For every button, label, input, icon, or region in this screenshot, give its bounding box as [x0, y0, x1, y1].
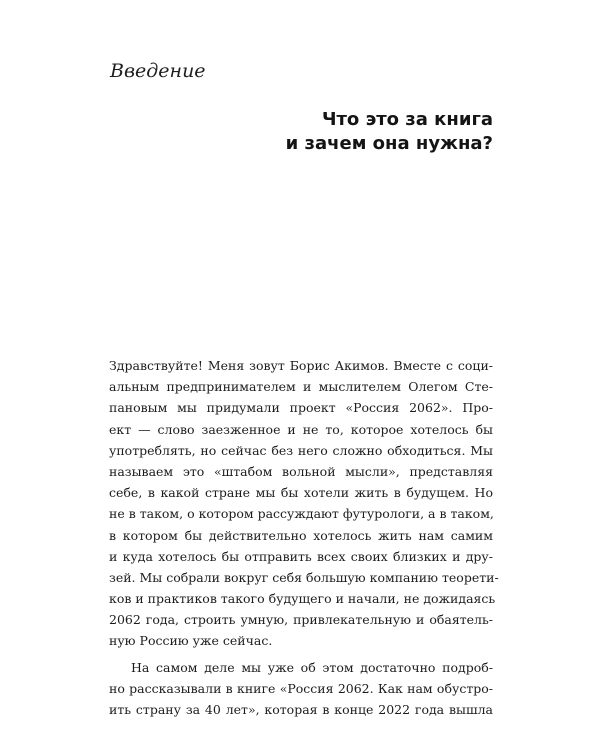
text-line: ект — слово заезженное и не то, которое хотелось бы: [109, 421, 493, 437]
text-line: употреблять, но сейчас без него сложно обходиться. Мы: [109, 442, 493, 458]
chapter-title: [286, 108, 493, 156]
text-line: называем это «штабом вольной мысли», представляя: [109, 463, 493, 479]
text-line: ить страну за 40 лет», которая в конце 2022 года вышла: [109, 702, 493, 717]
text-line: не в таком, о котором рассуждают футурологи, а в таком,: [109, 506, 494, 522]
text-line: ную Россию уже сейчас.: [109, 633, 273, 649]
text-line: Здравствуйте! Меня зовут Борис Акимов. Вместе с соци-: [109, 358, 493, 373]
body-text: [109, 355, 499, 720]
text-line: пановым мы придумали проект «Россия 2062». Про-: [109, 400, 493, 416]
text-line: но рассказывали в книге «Россия 2062. Как нам обустро-: [109, 680, 493, 696]
text-line: альным предпринимателем и мыслителем Олегом Сте-: [109, 379, 493, 395]
text-line: и куда хотелось бы отправить всех своих близких и дру-: [109, 548, 493, 564]
chapter-title-line-2: и зачем она нужна?: [285, 133, 493, 154]
text-line: 2062 года, строить умную, привлекательную и обаятель-: [109, 612, 493, 628]
paragraph-1: [109, 355, 499, 652]
chapter-title-line-1: Что это за книга: [321, 109, 493, 130]
text-line: ков и практиков такого будущего и начали, не дожидаясь: [109, 591, 496, 607]
text-line: себе, в какой стране мы бы хотели жить в будущем. Но: [109, 485, 493, 501]
text-line: зей. Мы собрали вокруг себя большую компанию теорети-: [109, 569, 499, 585]
text-line: На самом деле мы уже об этом достаточно подроб-: [131, 659, 493, 675]
text-line: в котором бы действительно хотелось жить нам самим: [109, 527, 493, 543]
section-label: Введение: [110, 60, 206, 82]
paragraph-2: [109, 657, 493, 721]
